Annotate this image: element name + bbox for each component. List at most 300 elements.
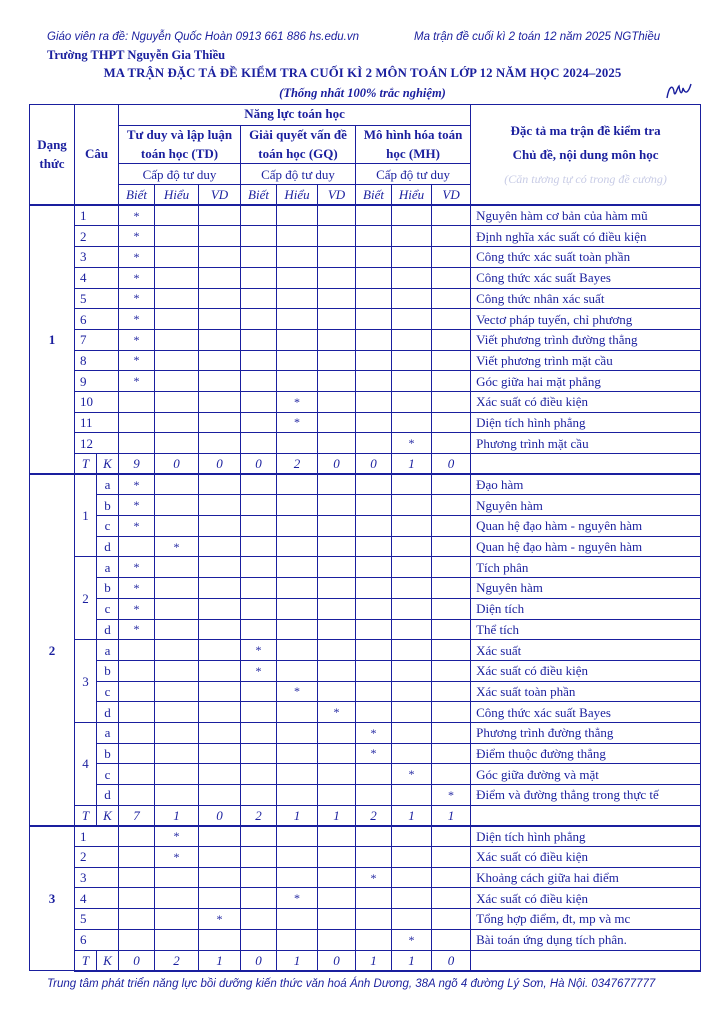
empty-cell [392, 247, 432, 268]
star-mark: * [119, 247, 155, 268]
sub-cell: a [97, 722, 119, 743]
empty-cell [392, 867, 432, 888]
sub-cell: d [97, 536, 119, 557]
empty-cell [432, 412, 471, 433]
empty-cell [356, 764, 392, 785]
empty-cell [199, 702, 241, 723]
empty-cell [392, 495, 432, 516]
empty-cell [241, 578, 277, 599]
empty-cell [318, 205, 356, 226]
star-mark: * [356, 743, 392, 764]
gq-header: Giải quyết vấn đề toán học (GQ) [241, 125, 356, 164]
description-cell: Vectơ pháp tuyến, chỉ phương [471, 309, 701, 330]
sub-cell: c [97, 516, 119, 537]
empty-cell [471, 805, 701, 826]
empty-cell [241, 267, 277, 288]
description-cell: Bài toán ứng dụng tích phân. [471, 929, 701, 950]
empty-cell [241, 826, 277, 847]
dang-thuc-cell: 2 [30, 474, 75, 826]
empty-cell [318, 867, 356, 888]
table-row [30, 226, 701, 247]
star-mark: * [318, 702, 356, 723]
empty-cell [356, 247, 392, 268]
star-mark: * [155, 826, 199, 847]
page-title: MA TRẬN ĐẶC TẢ ĐỀ KIỂM TRA CUỐI KÌ 2 MÔN TOÁN LỚP 12 NĂM HỌC 2024–2025 [103, 66, 622, 80]
empty-cell [277, 433, 318, 454]
empty-cell [318, 764, 356, 785]
empty-cell [155, 702, 199, 723]
table-row [30, 702, 701, 723]
empty-cell [432, 929, 471, 950]
empty-cell [392, 909, 432, 930]
empty-cell [356, 536, 392, 557]
empty-cell [318, 267, 356, 288]
star-mark: * [119, 226, 155, 247]
empty-cell [199, 267, 241, 288]
empty-cell [392, 598, 432, 619]
dang-thuc-cell: 1 [30, 205, 75, 474]
total-cell: 2 [277, 454, 318, 475]
empty-cell [241, 350, 277, 371]
empty-cell [392, 888, 432, 909]
description-cell: Xác suất [471, 640, 701, 661]
empty-cell [277, 495, 318, 516]
total-cell: 0 [199, 805, 241, 826]
cau-cell: 6 [75, 309, 119, 330]
empty-cell [119, 660, 155, 681]
empty-cell [119, 847, 155, 868]
total-cell: 0 [119, 950, 155, 971]
table-row [30, 660, 701, 681]
footer-text: Trung tâm phát triển năng lực bồi dưỡng kiến thức văn hoá Ánh Dương, 38A ngõ 4 đường Lý Sơn, Hà Nội. 0347677777 [47, 978, 656, 990]
empty-cell [432, 391, 471, 412]
description-cell: Điểm thuộc đường thẳng [471, 743, 701, 764]
empty-cell [155, 660, 199, 681]
empty-cell [356, 495, 392, 516]
empty-cell [155, 267, 199, 288]
empty-cell [356, 681, 392, 702]
empty-cell [356, 309, 392, 330]
empty-cell [318, 847, 356, 868]
empty-cell [241, 474, 277, 495]
empty-cell [119, 743, 155, 764]
total-cell: 0 [155, 454, 199, 475]
empty-cell [392, 660, 432, 681]
empty-cell [318, 226, 356, 247]
empty-cell [199, 350, 241, 371]
star-mark: * [119, 309, 155, 330]
empty-cell [432, 619, 471, 640]
empty-cell [356, 909, 392, 930]
empty-cell [318, 929, 356, 950]
total-cell: 7 [119, 805, 155, 826]
empty-cell [277, 660, 318, 681]
empty-cell [119, 433, 155, 454]
document-tag: Ma trận đề cuối kì 2 toán 12 năm 2025 NGThiều [414, 31, 661, 43]
empty-cell [277, 350, 318, 371]
empty-cell [119, 929, 155, 950]
star-mark: * [119, 516, 155, 537]
empty-cell [155, 743, 199, 764]
description-cell: Thể tích [471, 619, 701, 640]
empty-cell [471, 950, 701, 971]
dang-thuc-header: Dạng thức [30, 105, 75, 206]
td-header: Tư duy và lập luận toán học (TD) [119, 125, 241, 164]
empty-cell [277, 929, 318, 950]
empty-cell [277, 205, 318, 226]
empty-cell [318, 681, 356, 702]
description-cell: Quan hệ đạo hàm - nguyên hàm [471, 516, 701, 537]
empty-cell [356, 557, 392, 578]
table-row [30, 743, 701, 764]
empty-cell [199, 247, 241, 268]
empty-cell [241, 867, 277, 888]
table-row [30, 929, 701, 950]
empty-cell [392, 226, 432, 247]
empty-cell [392, 681, 432, 702]
empty-cell [241, 598, 277, 619]
star-mark: * [356, 722, 392, 743]
cap-do-td: Cấp độ tư duy [119, 164, 241, 185]
chu-de-title: Chủ đề, nội dung môn học [512, 147, 659, 163]
matrix-table [29, 104, 701, 972]
tk-t: T [75, 454, 97, 475]
empty-cell [432, 288, 471, 309]
mh-header: Mô hình hóa toán học (MH) [356, 125, 471, 164]
empty-cell [241, 888, 277, 909]
empty-cell [432, 847, 471, 868]
description-cell: Công thức xác suất Bayes [471, 702, 701, 723]
description-cell: Công thức xác suất toàn phần [471, 247, 701, 268]
total-cell: 2 [356, 805, 392, 826]
empty-cell [199, 329, 241, 350]
table-row [30, 909, 701, 930]
totals-row [30, 950, 701, 971]
dac-ta-header [471, 105, 701, 206]
empty-cell [199, 371, 241, 392]
empty-cell [277, 247, 318, 268]
table-row [30, 785, 701, 806]
total-cell: 1 [199, 950, 241, 971]
empty-cell [199, 205, 241, 226]
empty-cell [199, 660, 241, 681]
empty-cell [241, 909, 277, 930]
empty-cell [155, 785, 199, 806]
star-mark: * [119, 578, 155, 599]
empty-cell [241, 495, 277, 516]
cau-cell: 2 [75, 847, 119, 868]
empty-cell [392, 619, 432, 640]
table-row [30, 764, 701, 785]
table-row [30, 267, 701, 288]
star-mark: * [392, 929, 432, 950]
empty-cell [277, 909, 318, 930]
star-mark: * [119, 619, 155, 640]
empty-cell [392, 578, 432, 599]
empty-cell [432, 578, 471, 599]
star-mark: * [119, 205, 155, 226]
sub-cell: c [97, 764, 119, 785]
total-cell: 1 [356, 950, 392, 971]
empty-cell [432, 764, 471, 785]
cau-header: Câu [75, 105, 119, 206]
description-cell: Viết phương trình đường thẳng [471, 329, 701, 350]
total-cell: 2 [155, 950, 199, 971]
description-cell: Nguyên hàm [471, 578, 701, 599]
empty-cell [318, 495, 356, 516]
total-cell: 2 [241, 805, 277, 826]
total-cell: 0 [432, 950, 471, 971]
cau-cell: 12 [75, 433, 119, 454]
empty-cell [199, 391, 241, 412]
empty-cell [277, 226, 318, 247]
star-mark: * [241, 660, 277, 681]
empty-cell [241, 764, 277, 785]
star-mark: * [119, 267, 155, 288]
empty-cell [241, 412, 277, 433]
empty-cell [241, 536, 277, 557]
tk-k: K [97, 950, 119, 971]
table-row [30, 350, 701, 371]
description-cell: Công thức xác suất Bayes [471, 267, 701, 288]
empty-cell [392, 557, 432, 578]
empty-cell [199, 640, 241, 661]
table-row [30, 681, 701, 702]
empty-cell [392, 516, 432, 537]
empty-cell [356, 226, 392, 247]
empty-cell [155, 909, 199, 930]
empty-cell [432, 640, 471, 661]
table-row [30, 536, 701, 557]
empty-cell [277, 743, 318, 764]
signature-mark [664, 80, 694, 102]
star-mark: * [119, 371, 155, 392]
empty-cell [277, 764, 318, 785]
empty-cell [155, 205, 199, 226]
total-cell: 1 [392, 454, 432, 475]
empty-cell [155, 329, 199, 350]
empty-cell [432, 516, 471, 537]
empty-cell [199, 888, 241, 909]
cap-do-mh: Cấp độ tư duy [356, 164, 471, 185]
table-row [30, 433, 701, 454]
empty-cell [432, 743, 471, 764]
empty-cell [277, 371, 318, 392]
total-cell: 0 [432, 454, 471, 475]
header-row-1 [30, 105, 701, 126]
star-mark: * [119, 329, 155, 350]
empty-cell [155, 722, 199, 743]
cau-cell: 10 [75, 391, 119, 412]
star-mark: * [277, 888, 318, 909]
empty-cell [199, 785, 241, 806]
total-cell: 1 [277, 950, 318, 971]
star-mark: * [199, 909, 241, 930]
empty-cell [199, 536, 241, 557]
empty-cell [318, 309, 356, 330]
sub-cell: a [97, 640, 119, 661]
empty-cell [432, 267, 471, 288]
empty-cell [119, 764, 155, 785]
description-cell: Xác suất có điều kiện [471, 847, 701, 868]
cau-cell: 7 [75, 329, 119, 350]
table-row [30, 371, 701, 392]
description-cell: Nguyên hàm [471, 495, 701, 516]
total-cell: 0 [318, 454, 356, 475]
empty-cell [356, 660, 392, 681]
empty-cell [392, 536, 432, 557]
sub-cell: d [97, 785, 119, 806]
empty-cell [356, 391, 392, 412]
tk-k: K [97, 454, 119, 475]
empty-cell [155, 433, 199, 454]
cau-cell: 3 [75, 640, 97, 723]
empty-cell [277, 516, 318, 537]
empty-cell [318, 743, 356, 764]
empty-cell [155, 867, 199, 888]
description-cell: Góc giữa đường và mặt [471, 764, 701, 785]
empty-cell [432, 867, 471, 888]
star-mark: * [277, 681, 318, 702]
table-row [30, 640, 701, 661]
empty-cell [155, 474, 199, 495]
empty-cell [432, 205, 471, 226]
empty-cell [277, 826, 318, 847]
description-cell: Khoảng cách giữa hai điểm [471, 867, 701, 888]
star-mark: * [119, 350, 155, 371]
table-row [30, 888, 701, 909]
empty-cell [356, 702, 392, 723]
star-mark: * [119, 557, 155, 578]
empty-cell [356, 640, 392, 661]
cau-cell: 2 [75, 557, 97, 640]
empty-cell [392, 288, 432, 309]
empty-cell [241, 516, 277, 537]
table-row [30, 826, 701, 847]
empty-cell [318, 660, 356, 681]
cau-cell: 1 [75, 205, 119, 226]
sub-cell: b [97, 495, 119, 516]
author-line: Giáo viên ra đề: Nguyễn Quốc Hoàn 0913 661 886 hs.edu.vn [47, 31, 359, 43]
empty-cell [432, 536, 471, 557]
description-cell: Phương trình mặt cầu [471, 433, 701, 454]
page-subtitle: (Thống nhất 100% trắc nghiệm) [279, 86, 446, 100]
empty-cell [199, 929, 241, 950]
empty-cell [241, 619, 277, 640]
table-row [30, 516, 701, 537]
empty-cell [241, 929, 277, 950]
empty-cell [199, 226, 241, 247]
empty-cell [241, 681, 277, 702]
star-mark: * [277, 412, 318, 433]
empty-cell [199, 847, 241, 868]
table-row [30, 495, 701, 516]
empty-cell [356, 433, 392, 454]
cau-cell: 2 [75, 226, 119, 247]
level-header: Hiểu [392, 185, 432, 206]
empty-cell [119, 888, 155, 909]
table-row [30, 474, 701, 495]
description-cell: Phương trình đường thẳng [471, 722, 701, 743]
cau-cell: 5 [75, 909, 119, 930]
empty-cell [277, 329, 318, 350]
empty-cell [432, 702, 471, 723]
empty-cell [155, 247, 199, 268]
empty-cell [277, 619, 318, 640]
star-mark: * [119, 495, 155, 516]
total-cell: 1 [155, 805, 199, 826]
empty-cell [318, 826, 356, 847]
level-header: VD [199, 185, 241, 206]
empty-cell [155, 391, 199, 412]
empty-cell [241, 702, 277, 723]
empty-cell [155, 578, 199, 599]
empty-cell [277, 785, 318, 806]
empty-cell [277, 474, 318, 495]
empty-cell [318, 619, 356, 640]
empty-cell [199, 516, 241, 537]
empty-cell [199, 309, 241, 330]
cau-cell: 4 [75, 888, 119, 909]
empty-cell [318, 350, 356, 371]
table-row [30, 722, 701, 743]
cau-cell: 3 [75, 867, 119, 888]
empty-cell [392, 412, 432, 433]
total-cell: 1 [392, 805, 432, 826]
empty-cell [392, 702, 432, 723]
empty-cell [277, 578, 318, 599]
empty-cell [199, 681, 241, 702]
description-cell: Đạo hàm [471, 474, 701, 495]
empty-cell [155, 495, 199, 516]
empty-cell [318, 371, 356, 392]
empty-cell [392, 205, 432, 226]
empty-cell [432, 350, 471, 371]
empty-cell [199, 619, 241, 640]
empty-cell [432, 598, 471, 619]
empty-cell [356, 847, 392, 868]
sub-cell: b [97, 578, 119, 599]
empty-cell [392, 474, 432, 495]
top-header-line [47, 31, 695, 45]
total-cell: 0 [356, 454, 392, 475]
star-mark: * [119, 474, 155, 495]
empty-cell [277, 557, 318, 578]
empty-cell [318, 640, 356, 661]
empty-cell [356, 578, 392, 599]
empty-cell [392, 722, 432, 743]
empty-cell [155, 681, 199, 702]
cau-cell: 6 [75, 929, 119, 950]
level-header: Biết [356, 185, 392, 206]
sub-cell: c [97, 598, 119, 619]
empty-cell [392, 329, 432, 350]
sub-cell: a [97, 474, 119, 495]
empty-cell [277, 722, 318, 743]
description-cell: Quan hệ đạo hàm - nguyên hàm [471, 536, 701, 557]
empty-cell [356, 371, 392, 392]
empty-cell [432, 329, 471, 350]
description-cell: Xác suất toàn phần [471, 681, 701, 702]
empty-cell [318, 433, 356, 454]
empty-cell [155, 929, 199, 950]
total-cell: 0 [318, 950, 356, 971]
star-mark: * [432, 785, 471, 806]
empty-cell [119, 391, 155, 412]
total-cell: 1 [277, 805, 318, 826]
total-cell: 0 [241, 950, 277, 971]
description-cell: Định nghĩa xác suất có điều kiện [471, 226, 701, 247]
